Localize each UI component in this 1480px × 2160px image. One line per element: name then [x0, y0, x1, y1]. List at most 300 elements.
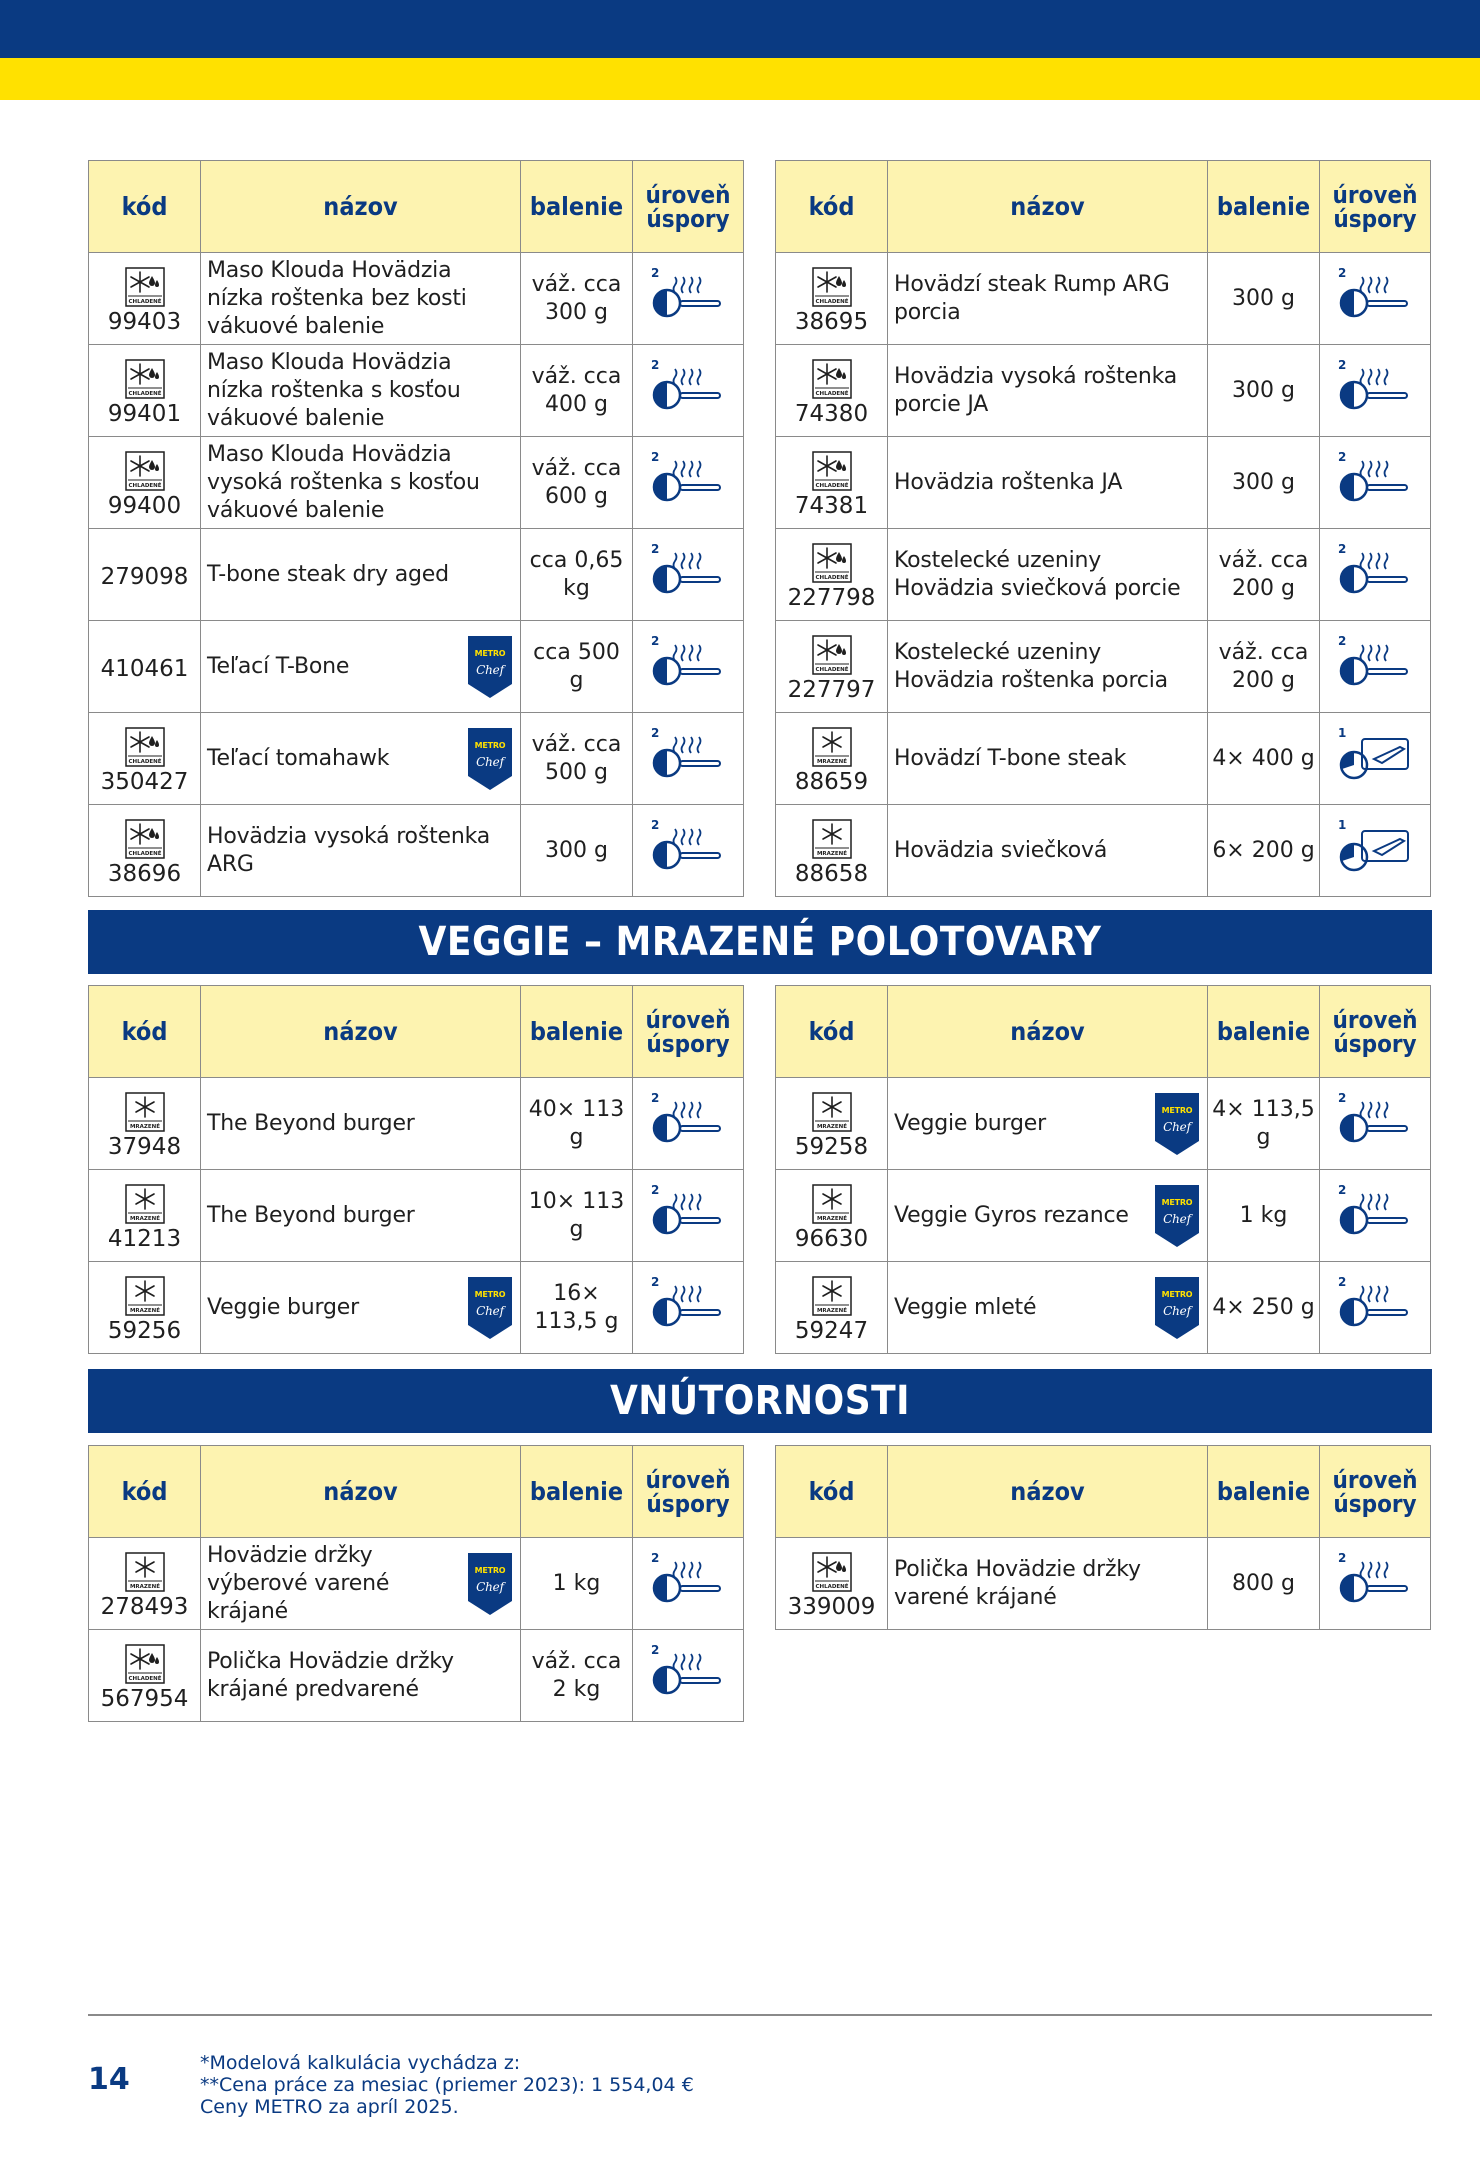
product-pack: váž. cca 500 g: [531, 731, 622, 785]
product-savings-cell: [633, 345, 744, 437]
header-savings-line2: úspory: [1333, 1489, 1417, 1518]
svg-text:METRO: METRO: [1161, 1197, 1193, 1207]
chilled-badge-icon: [812, 635, 852, 675]
badge-label: MRAZENÉ: [816, 758, 847, 765]
table-row: [776, 1538, 1431, 1630]
product-savings-cell: [633, 529, 744, 621]
product-pack-cell: [1208, 1170, 1320, 1262]
chilled-badge-icon: [125, 451, 165, 491]
table-row: [776, 621, 1431, 713]
badge-label: CHLADENÉ: [814, 574, 849, 581]
product-savings-cell: [633, 713, 744, 805]
top-blue-band: [0, 0, 1480, 58]
header-savings: [633, 986, 744, 1078]
table-header-row: [776, 986, 1431, 1078]
product-name-cell: [888, 621, 1208, 713]
product-savings-cell: [1320, 1078, 1431, 1170]
frozen-badge-icon: [125, 1184, 165, 1224]
metro-chef-logo: [468, 636, 512, 698]
pan-icon: [1334, 1182, 1416, 1244]
product-name: Teľací T-Bone: [207, 653, 350, 679]
metro-chef-logo: [1155, 1093, 1199, 1155]
savings-level: 1: [1338, 817, 1347, 832]
header-name: názov: [888, 161, 1208, 253]
header-savings-line1: úroveň: [1332, 1005, 1418, 1034]
pan-icon: [1334, 449, 1416, 511]
savings-level: 2: [1338, 357, 1347, 372]
product-pack: 4× 400 g: [1212, 745, 1315, 771]
frozen-badge-icon: [812, 727, 852, 767]
product-name: Hovädzí T-bone steak: [894, 745, 1127, 771]
product-code-cell: [89, 529, 201, 621]
product-pack: 40× 113 g: [528, 1096, 625, 1150]
pan-icon: [647, 1274, 729, 1336]
table-row: [89, 805, 744, 897]
savings-level: 2: [651, 265, 660, 280]
product-pack-cell: [521, 529, 633, 621]
product-pack: 300 g: [545, 837, 608, 863]
product-name: Maso Klouda Hovädzia vysoká roštenka s kosťou vákuové balenie: [207, 441, 480, 523]
product-savings-cell: [633, 621, 744, 713]
product-code-cell: [776, 529, 888, 621]
product-table: [88, 985, 744, 1354]
table-row: [89, 437, 744, 529]
header-name: názov: [201, 986, 521, 1078]
badge-label: CHLADENÉ: [814, 482, 849, 489]
footnotes: [200, 2052, 694, 2118]
product-pack: cca 0,65 kg: [529, 547, 624, 601]
product-name-cell: [888, 1262, 1208, 1354]
product-pack-cell: [1208, 529, 1320, 621]
product-name: Kostelecké uzeniny Hovädzia sviečková porcie: [894, 547, 1181, 601]
badge-label: MRAZENÉ: [816, 1123, 847, 1130]
header-pack: balenie: [521, 161, 633, 253]
product-pack-cell: [1208, 345, 1320, 437]
product-name: Kostelecké uzeniny Hovädzia roštenka porcia: [894, 639, 1168, 693]
table-row: [776, 345, 1431, 437]
product-pack: 10× 113 g: [528, 1188, 625, 1242]
chilled-badge-icon: [812, 543, 852, 583]
product-code: 279098: [100, 563, 189, 590]
frozen-badge-icon: [125, 1276, 165, 1316]
product-name: Hovädzia sviečková: [894, 837, 1108, 863]
savings-level: 2: [1338, 1182, 1347, 1197]
pan-icon: [647, 357, 729, 419]
header-pack: balenie: [1208, 161, 1320, 253]
product-code-cell: [776, 437, 888, 529]
product-pack-cell: [521, 1630, 633, 1722]
header-name: názov: [201, 161, 521, 253]
pan-icon: [647, 1642, 729, 1704]
header-savings-line2: úspory: [646, 204, 730, 233]
product-code: 38696: [107, 860, 182, 887]
savings-level: 2: [1338, 1090, 1347, 1105]
pan-icon: [1334, 633, 1416, 695]
badge-label: CHLADENÉ: [127, 758, 162, 765]
product-name: Maso Klouda Hovädzia nízka roštenka s kosťou vákuové balenie: [207, 349, 461, 431]
savings-level: 2: [651, 541, 660, 556]
product-savings-cell: [1320, 1170, 1431, 1262]
metro-chef-logo: [468, 728, 512, 790]
pan-icon: [1334, 541, 1416, 603]
savings-level: 2: [651, 1642, 660, 1657]
badge-label: CHLADENÉ: [814, 390, 849, 397]
header-pack: balenie: [1208, 986, 1320, 1078]
product-name-cell: [888, 253, 1208, 345]
savings-level: 2: [651, 633, 660, 648]
badge-label: MRAZENÉ: [129, 1307, 160, 1314]
product-savings-cell: [1320, 529, 1431, 621]
product-savings-cell: [1320, 437, 1431, 529]
table-header-row: [776, 1446, 1431, 1538]
product-savings-cell: [1320, 713, 1431, 805]
table-header-row: [89, 1446, 744, 1538]
product-pack-cell: [521, 437, 633, 529]
savings-level: 2: [1338, 1550, 1347, 1565]
product-pack-cell: [1208, 1538, 1320, 1630]
pan-icon: [647, 633, 729, 695]
product-code-cell: [776, 621, 888, 713]
product-name-cell: [888, 805, 1208, 897]
product-code-cell: [776, 345, 888, 437]
badge-label: CHLADENÉ: [127, 850, 162, 857]
metro-chef-logo: [468, 1553, 512, 1615]
frozen-badge-icon: [812, 1276, 852, 1316]
product-name: Hovädzie držky výberové varené krájané: [207, 1542, 390, 1624]
section-title-veggie: VEGGIE – MRAZENÉ POLOTOVARY: [88, 910, 1432, 974]
table-row: [776, 1078, 1431, 1170]
product-code: 59247: [794, 1317, 869, 1344]
product-savings-cell: [633, 1170, 744, 1262]
header-savings: [633, 161, 744, 253]
svg-text:Chef: Chef: [1163, 1119, 1191, 1134]
table-row: [776, 529, 1431, 621]
product-name-cell: [888, 1170, 1208, 1262]
product-savings-cell: [1320, 805, 1431, 897]
chilled-badge-icon: [125, 267, 165, 307]
product-pack: 300 g: [1232, 377, 1295, 403]
table-row: [89, 529, 744, 621]
top-yellow-band: [0, 58, 1480, 100]
chilled-badge-icon: [812, 1552, 852, 1592]
product-code-cell: [89, 1538, 201, 1630]
product-pack: 300 g: [1232, 469, 1295, 495]
product-pack-cell: [521, 1262, 633, 1354]
badge-label: CHLADENÉ: [814, 298, 849, 305]
header-savings-line1: úroveň: [645, 180, 731, 209]
product-savings-cell: [633, 253, 744, 345]
badge-label: CHLADENÉ: [127, 390, 162, 397]
product-savings-cell: [633, 1078, 744, 1170]
product-name: Hovädzia roštenka JA: [894, 469, 1123, 495]
header-pack: balenie: [521, 1446, 633, 1538]
product-savings-cell: [1320, 253, 1431, 345]
product-pack-cell: [1208, 805, 1320, 897]
product-code: 99400: [107, 492, 182, 519]
pan-icon: [647, 817, 729, 879]
product-name-cell: [201, 1078, 521, 1170]
table-row: [776, 1170, 1431, 1262]
table-row: [89, 1538, 744, 1630]
frozen-badge-icon: [812, 819, 852, 859]
pan-icon: [647, 541, 729, 603]
pan-icon: [1334, 1274, 1416, 1336]
product-pack-cell: [1208, 253, 1320, 345]
product-savings-cell: [633, 1262, 744, 1354]
svg-text:Chef: Chef: [476, 1303, 504, 1318]
svg-text:Chef: Chef: [476, 662, 504, 677]
product-pack-cell: [1208, 437, 1320, 529]
chilled-badge-icon: [125, 727, 165, 767]
product-pack: 16× 113,5 g: [534, 1280, 619, 1334]
table-row: [776, 713, 1431, 805]
product-name: The Beyond burger: [207, 1202, 415, 1228]
product-code: 227798: [787, 584, 876, 611]
product-name-cell: [201, 529, 521, 621]
product-code-cell: [89, 713, 201, 805]
savings-level: 2: [1338, 449, 1347, 464]
product-name: The Beyond burger: [207, 1110, 415, 1136]
table-row: [89, 253, 744, 345]
pan-icon: [647, 265, 729, 327]
product-name-cell: [201, 345, 521, 437]
product-name: Teľací tomahawk: [207, 745, 390, 771]
chilled-badge-icon: [125, 359, 165, 399]
savings-level: 2: [651, 725, 660, 740]
product-code: 41213: [107, 1225, 182, 1252]
table-row: [776, 1262, 1431, 1354]
product-name-cell: [201, 1262, 521, 1354]
product-pack: 1 kg: [1239, 1202, 1288, 1228]
product-pack-cell: [521, 345, 633, 437]
product-pack-cell: [521, 253, 633, 345]
product-code-cell: [776, 713, 888, 805]
product-pack-cell: [1208, 1262, 1320, 1354]
product-name-cell: [201, 1170, 521, 1262]
product-table: [775, 1445, 1431, 1630]
savings-level: 2: [651, 1550, 660, 1565]
header-pack: balenie: [521, 986, 633, 1078]
table-row: [89, 345, 744, 437]
metro-chef-logo: [1155, 1185, 1199, 1247]
chilled-badge-icon: [125, 819, 165, 859]
svg-text:METRO: METRO: [474, 648, 506, 658]
footnote-1: *Modelová kalkulácia vychádza z:: [200, 2052, 521, 2074]
product-pack: cca 500 g: [533, 639, 620, 693]
product-pack: váž. cca 300 g: [531, 271, 622, 325]
product-pack-cell: [1208, 621, 1320, 713]
pan-icon: [647, 449, 729, 511]
svg-text:Chef: Chef: [476, 754, 504, 769]
table-header-row: [776, 161, 1431, 253]
svg-text:Chef: Chef: [1163, 1211, 1191, 1226]
product-pack: 4× 113,5 g: [1212, 1096, 1315, 1150]
product-name: Veggie Gyros rezance: [894, 1202, 1129, 1228]
metro-chef-logo: [468, 1277, 512, 1339]
savings-level: 2: [651, 1090, 660, 1105]
pan-icon: [1334, 1550, 1416, 1612]
badge-label: CHLADENÉ: [127, 482, 162, 489]
product-code: 99401: [107, 400, 182, 427]
product-pack-cell: [1208, 713, 1320, 805]
product-code-cell: [776, 1078, 888, 1170]
savings-level: 2: [651, 1274, 660, 1289]
page-number: 14: [88, 2062, 130, 2097]
footnote-3: Ceny METRO za apríl 2025.: [200, 2096, 459, 2118]
savings-level: 2: [1338, 633, 1347, 648]
savings-level: 2: [651, 449, 660, 464]
product-pack-cell: [521, 713, 633, 805]
table-header-row: [89, 986, 744, 1078]
pan-icon: [647, 725, 729, 787]
header-code: kód: [776, 1446, 888, 1538]
table-row: [89, 1630, 744, 1722]
badge-label: MRAZENÉ: [816, 1307, 847, 1314]
product-code-cell: [89, 1078, 201, 1170]
product-savings-cell: [1320, 621, 1431, 713]
product-code-cell: [776, 1262, 888, 1354]
savings-level: 2: [651, 357, 660, 372]
header-savings: [1320, 986, 1431, 1078]
product-name: Veggie mleté: [894, 1294, 1037, 1320]
product-name-cell: [888, 529, 1208, 621]
header-code: kód: [89, 1446, 201, 1538]
product-code: 37948: [107, 1133, 182, 1160]
header-code: kód: [776, 986, 888, 1078]
savings-level: 2: [1338, 265, 1347, 280]
pan-icon: [647, 1090, 729, 1152]
header-savings-line2: úspory: [646, 1029, 730, 1058]
badge-label: MRAZENÉ: [129, 1215, 160, 1222]
product-code: 59256: [107, 1317, 182, 1344]
savings-level: 1: [1338, 725, 1347, 740]
header-pack: balenie: [1208, 1446, 1320, 1538]
svg-text:Chef: Chef: [1163, 1303, 1191, 1318]
product-name-cell: [201, 1630, 521, 1722]
savings-level: 2: [651, 1182, 660, 1197]
metro-chef-logo: [1155, 1277, 1199, 1339]
product-code: 96630: [794, 1225, 869, 1252]
frozen-badge-icon: [125, 1092, 165, 1132]
header-name: názov: [888, 1446, 1208, 1538]
product-name-cell: [201, 805, 521, 897]
header-savings-line1: úroveň: [645, 1465, 731, 1494]
svg-text:METRO: METRO: [1161, 1289, 1193, 1299]
header-savings: [1320, 1446, 1431, 1538]
product-name-cell: [201, 253, 521, 345]
svg-text:Chef: Chef: [476, 1579, 504, 1594]
product-name: Polička Hovädzie držky varené krájané: [894, 1556, 1141, 1610]
product-name-cell: [201, 1538, 521, 1630]
knife-board-icon: [1334, 725, 1416, 787]
savings-level: 2: [1338, 1274, 1347, 1289]
product-name-cell: [888, 1538, 1208, 1630]
product-code: 227797: [787, 676, 876, 703]
product-name-cell: [201, 437, 521, 529]
product-code-cell: [776, 253, 888, 345]
product-code: 74380: [794, 400, 869, 427]
product-pack: 1 kg: [552, 1570, 601, 1596]
header-savings: [633, 1446, 744, 1538]
header-savings: [1320, 161, 1431, 253]
product-code: 99403: [107, 308, 182, 335]
product-pack: váž. cca 200 g: [1218, 639, 1309, 693]
product-code-cell: [89, 805, 201, 897]
product-name-cell: [888, 1078, 1208, 1170]
product-name-cell: [201, 713, 521, 805]
pan-icon: [1334, 265, 1416, 327]
product-name: Veggie burger: [894, 1110, 1046, 1136]
product-pack-cell: [1208, 1078, 1320, 1170]
product-name: Hovädzí steak Rump ARG porcia: [894, 271, 1170, 325]
product-code: 59258: [794, 1133, 869, 1160]
product-pack: váž. cca 2 kg: [531, 1648, 622, 1702]
product-code-cell: [89, 1630, 201, 1722]
product-name: Polička Hovädzie držky krájané predvarené: [207, 1648, 454, 1702]
product-code: 278493: [100, 1593, 189, 1620]
table-row: [89, 1262, 744, 1354]
product-code: 350427: [100, 768, 189, 795]
product-code: 567954: [100, 1685, 189, 1712]
table-header-row: [89, 161, 744, 253]
product-code-cell: [89, 1170, 201, 1262]
header-savings-line2: úspory: [1333, 1029, 1417, 1058]
footnote-2: **Cena práce za mesiac (priemer 2023): 1 554,04 €: [200, 2074, 694, 2096]
footer-divider: [88, 2014, 1432, 2016]
product-name: Hovädzia vysoká roštenka ARG: [207, 823, 491, 877]
product-code: 74381: [794, 492, 869, 519]
product-code-cell: [89, 345, 201, 437]
knife-board-icon: [1334, 817, 1416, 879]
product-code-cell: [89, 437, 201, 529]
badge-label: MRAZENÉ: [816, 850, 847, 857]
product-pack: 800 g: [1232, 1570, 1295, 1596]
svg-text:METRO: METRO: [474, 1565, 506, 1575]
product-pack: váž. cca 600 g: [531, 455, 622, 509]
product-code-cell: [776, 1538, 888, 1630]
product-name-cell: [888, 713, 1208, 805]
product-code: 410461: [100, 655, 189, 682]
header-code: kód: [776, 161, 888, 253]
product-code-cell: [89, 621, 201, 713]
product-pack: váž. cca 200 g: [1218, 547, 1309, 601]
pan-icon: [647, 1550, 729, 1612]
product-savings-cell: [633, 1538, 744, 1630]
header-code: kód: [89, 986, 201, 1078]
product-code: 38695: [794, 308, 869, 335]
product-code-cell: [89, 253, 201, 345]
product-pack: 300 g: [1232, 285, 1295, 311]
frozen-badge-icon: [812, 1184, 852, 1224]
product-name: Maso Klouda Hovädzia nízka roštenka bez kosti vákuové balenie: [207, 257, 467, 339]
product-pack-cell: [521, 1170, 633, 1262]
badge-label: CHLADENÉ: [127, 1675, 162, 1682]
product-pack-cell: [521, 1538, 633, 1630]
svg-text:METRO: METRO: [1161, 1105, 1193, 1115]
product-pack: 4× 250 g: [1212, 1294, 1315, 1320]
badge-label: CHLADENÉ: [814, 666, 849, 673]
header-savings-line2: úspory: [1333, 204, 1417, 233]
savings-level: 2: [1338, 541, 1347, 556]
header-savings-line1: úroveň: [1332, 1465, 1418, 1494]
pan-icon: [1334, 357, 1416, 419]
frozen-badge-icon: [812, 1092, 852, 1132]
chilled-badge-icon: [812, 359, 852, 399]
table-row: [776, 805, 1431, 897]
product-table: [88, 160, 744, 897]
badge-label: MRAZENÉ: [129, 1583, 160, 1590]
table-row: [89, 1170, 744, 1262]
